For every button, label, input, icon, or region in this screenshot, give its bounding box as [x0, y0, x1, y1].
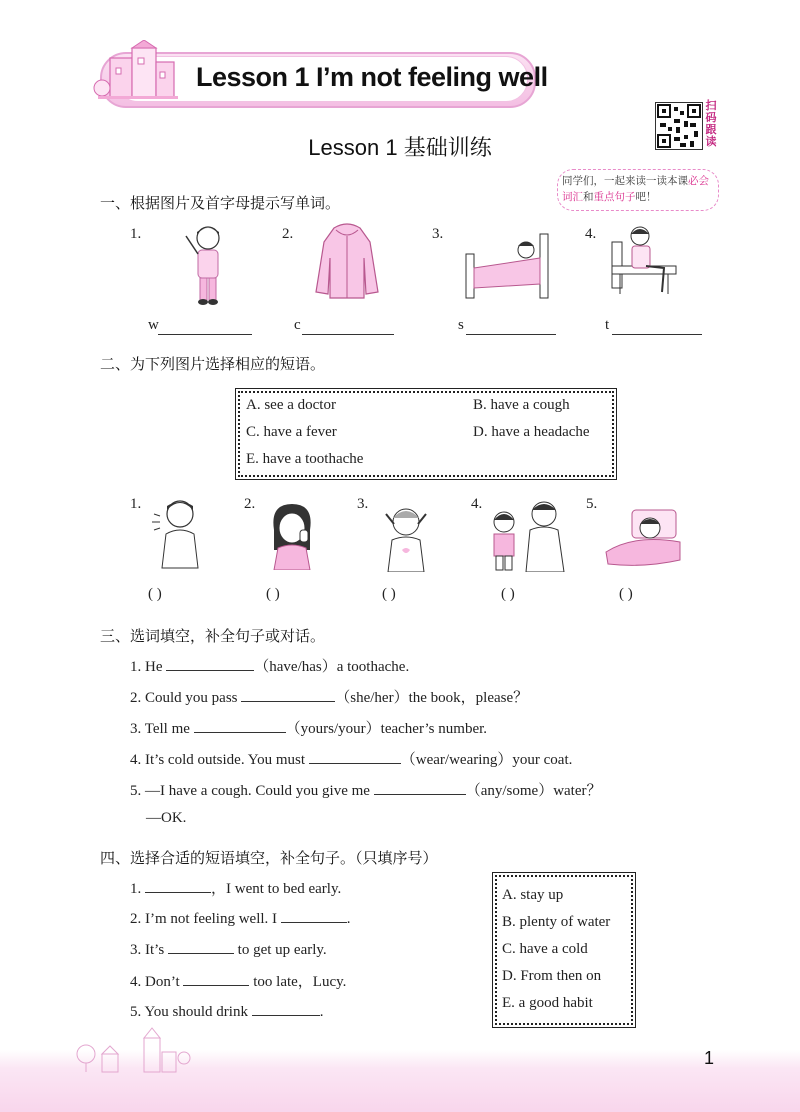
castle-icon	[92, 40, 184, 106]
s2-option-a: A. see a doctor	[246, 397, 336, 413]
s1-item-4-num: 4.	[585, 226, 597, 242]
s3-sentence-2: 2. Could you pass （she/her）the book，please？	[130, 686, 528, 707]
section3-title: 三、选词填空，补全句子或对话。	[100, 627, 326, 645]
coat-icon	[312, 222, 382, 302]
s4-sentence-1: 1. ，I went to bed early.	[130, 877, 341, 898]
s4-sentence-5: 5. You should drink .	[130, 1001, 323, 1021]
s4-option-d: D. From then on	[502, 968, 602, 984]
section4-title: 四、选择合适的短语填空，补全句子。（只填序号）	[100, 849, 438, 867]
s3-blank-2[interactable]	[241, 687, 335, 702]
s2-option-e: E. have a toothache	[246, 451, 364, 467]
s1-item-3-letter: s	[458, 317, 464, 333]
s4-option-c: C. have a cold	[502, 941, 588, 957]
s4-sentence-2: 2. I’m not feeling well. I .	[130, 908, 351, 928]
s4-option-e: E. a good habit	[502, 995, 593, 1011]
s3-blank-4[interactable]	[309, 749, 401, 764]
tired-on-bench-icon	[606, 222, 682, 302]
s1-item-4-blank[interactable]	[612, 334, 702, 335]
boy-coughing-icon	[148, 494, 212, 570]
s2-option-d: D. have a headache	[473, 424, 590, 440]
s3-sentence-3: 3. Tell me （yours/your）teacher’s number.	[130, 717, 487, 738]
lesson-title: Lesson 1 I’m not feeling well	[196, 62, 548, 92]
s1-item-2-num: 2.	[282, 226, 294, 242]
see-doctor-icon	[486, 498, 570, 572]
section1-title: 一、根据图片及首字母提示写单词。	[100, 194, 341, 212]
s4-blank-3[interactable]	[168, 939, 234, 954]
s2-item-4-num: 4.	[471, 496, 483, 512]
s4-blank-4[interactable]	[183, 971, 249, 986]
boy-headache-icon	[372, 498, 438, 572]
s1-item-1-letter: w	[148, 317, 159, 333]
s3-sentence-6: —OK.	[146, 810, 187, 826]
s2-answer-1[interactable]: ( )	[148, 586, 162, 602]
s1-item-3-num: 3.	[432, 226, 444, 242]
s1-item-1-num: 1.	[130, 226, 142, 242]
s2-answer-3[interactable]: ( )	[382, 586, 396, 602]
s3-blank-3[interactable]	[194, 718, 286, 733]
s1-item-2-blank[interactable]	[302, 334, 394, 335]
s4-blank-5[interactable]	[252, 1001, 320, 1016]
s3-sentence-1: 1. He （have/has）a toothache.	[130, 655, 409, 676]
boy-wearing-clothes-icon	[178, 222, 234, 308]
section2-title: 二、为下列图片选择相应的短语。	[100, 355, 326, 373]
s4-blank-2[interactable]	[281, 908, 347, 923]
s2-item-1-num: 1.	[130, 496, 142, 512]
sleeping-in-bed-icon	[462, 224, 552, 302]
s4-sentence-3: 3. It’s to get up early.	[130, 939, 327, 959]
page-subtitle: Lesson 1 基础训练	[308, 135, 492, 160]
s2-answer-2[interactable]: ( )	[266, 586, 280, 602]
s2-option-c: C. have a fever	[246, 424, 337, 440]
town-decoration-icon	[72, 1024, 192, 1074]
note-text: 同学们，一起来读一读本课必会词汇和重点句子吧！	[562, 175, 709, 203]
s1-item-2-letter: c	[294, 317, 301, 333]
s4-blank-1[interactable]	[145, 878, 211, 893]
s4-option-a: A. stay up	[502, 887, 564, 903]
s2-answer-4[interactable]: ( )	[501, 586, 515, 602]
s2-answer-5[interactable]: ( )	[619, 586, 633, 602]
s1-item-3-blank[interactable]	[466, 334, 556, 335]
page-number: 1	[704, 1048, 715, 1068]
s2-option-b: B. have a cough	[473, 397, 570, 413]
s4-option-b: B. plenty of water	[502, 914, 611, 930]
s3-blank-5[interactable]	[374, 780, 466, 795]
scan-label: 扫码跟读	[705, 100, 717, 148]
s1-item-4-letter: t	[605, 317, 610, 333]
s3-blank-1[interactable]	[166, 656, 254, 671]
s2-item-2-num: 2.	[244, 496, 256, 512]
s4-sentence-4: 4. Don’t too late，Lucy.	[130, 970, 346, 991]
fever-in-bed-icon	[604, 506, 684, 568]
s2-item-5-num: 5.	[586, 496, 598, 512]
s1-item-1-blank[interactable]	[158, 334, 252, 335]
s2-item-3-num: 3.	[357, 496, 369, 512]
girl-toothache-icon	[262, 500, 322, 570]
s3-sentence-5: 5. —I have a cough. Could you give me （any/some）water？	[130, 779, 602, 800]
s3-sentence-4: 4. It’s cold outside. You must （wear/wearing）your coat.	[130, 748, 572, 769]
